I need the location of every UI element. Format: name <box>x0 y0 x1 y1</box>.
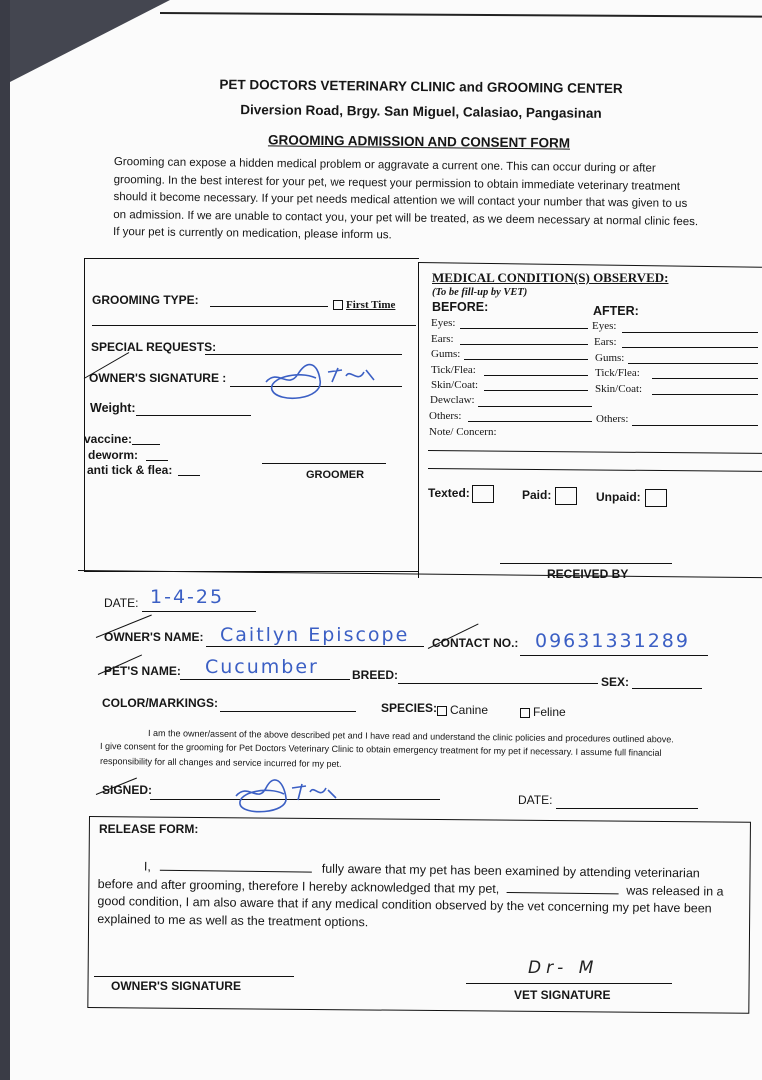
release-pet-name-field[interactable] <box>507 881 619 893</box>
before-gums-field[interactable] <box>464 359 588 360</box>
release-owner-signature-label: OWNER'S SIGNATURE <box>111 979 241 993</box>
vet-signature-field[interactable] <box>466 983 672 984</box>
consent-date-label: DATE: <box>518 793 553 807</box>
texted-checkbox[interactable] <box>428 485 494 503</box>
after-others-label: Others: <box>596 413 629 425</box>
checkbox-icon <box>645 489 667 507</box>
date-label: DATE: <box>104 596 139 610</box>
texted-label: Texted: <box>428 486 470 501</box>
vaccine-label: vaccine: <box>84 432 133 446</box>
pet-name-value: Cucumber <box>205 656 319 678</box>
intro-line: on admission. If we are unable to contact you, your pet will be treated, as we deem necessary at normal clinic fees. <box>113 208 699 228</box>
intro-line: grooming. In the best interest for your pet, we request your permission to obtain immediate veterinary treatment <box>113 173 681 193</box>
release-text: good condition, I am also aware that if any medical condition observed by the vet concerning my pet have been <box>97 893 712 916</box>
consent-line: responsibility for all changes and service incurred for my pet. <box>99 756 342 769</box>
vet-signature-value: Dr- M <box>528 958 599 978</box>
paid-label: Paid: <box>522 488 552 503</box>
grooming-type-field[interactable] <box>210 306 328 307</box>
pet-name-label: PET'S NAME: <box>104 664 181 678</box>
consent-line: I give consent for the grooming for Pet Doctors Veterinary Clinic to obtain emergency treatment for my pet if necessary. I assume full financial <box>99 741 662 758</box>
antitick-label: anti tick & flea: <box>87 463 173 477</box>
after-skin-label: Skin/Coat: <box>595 383 643 395</box>
medical-title: MEDICAL CONDITION(S) OBSERVED: <box>432 270 669 285</box>
release-text: before and after grooming, therefore I hereby acknowledged that my pet, <box>97 876 500 896</box>
after-gums-field[interactable] <box>628 363 758 364</box>
signed-label: SIGNED: <box>102 783 153 797</box>
after-others-field[interactable] <box>632 425 758 426</box>
medical-subtitle: (To be fill-up by VET) <box>432 287 528 298</box>
groomer-label: GROOMER <box>306 469 365 481</box>
vet-signature-label: VET SIGNATURE <box>514 988 611 1002</box>
release-title: RELEASE FORM: <box>99 822 199 836</box>
pet-name-field[interactable] <box>180 679 350 680</box>
intro-line: If your pet is currently on medication, please inform us. <box>112 226 392 242</box>
before-tick-field[interactable] <box>484 375 588 376</box>
contact-label: CONTACT NO.: <box>432 636 519 650</box>
paid-checkbox[interactable] <box>522 487 577 505</box>
color-label: COLOR/MARKINGS: <box>102 696 218 710</box>
owner-name-field[interactable] <box>206 646 424 647</box>
scan-left-edge <box>0 0 10 1080</box>
owner-signature-scribble <box>258 360 378 406</box>
consent-date-field[interactable] <box>556 808 698 809</box>
column-divider <box>418 262 419 578</box>
deworm-label: deworm: <box>88 448 139 462</box>
unpaid-checkbox[interactable] <box>596 489 667 507</box>
owner-signed-scribble <box>228 776 340 820</box>
before-eyes-label: Eyes: <box>431 317 456 329</box>
after-tick-field[interactable] <box>652 378 758 379</box>
note-concern-label: Note/ Concern: <box>429 426 497 438</box>
after-tick-label: Tick/Flea: <box>595 367 640 379</box>
intro-paragraph <box>113 154 726 249</box>
release-text: I, <box>143 859 151 874</box>
owner-name-value: Caitlyn Episcope <box>220 624 410 646</box>
intro-line: should it become necessary. If your pet needs medical attention we will contact your number that was given to us <box>113 191 688 211</box>
canine-label: Canine <box>450 703 489 717</box>
release-paragraph <box>97 858 748 936</box>
contact-value: 09631331289 <box>535 630 690 652</box>
received-by-field[interactable] <box>500 563 672 564</box>
before-skin-label: Skin/Coat: <box>431 379 479 391</box>
checkbox-icon <box>333 300 343 310</box>
color-field[interactable] <box>220 711 356 712</box>
release-text: was released in a <box>626 882 724 899</box>
after-ears-label: Ears: <box>594 336 617 348</box>
special-requests-label: SPECIAL REQUESTS: <box>91 340 217 354</box>
checkbox-icon <box>472 485 494 503</box>
before-gums-label: Gums: <box>431 348 461 360</box>
after-skin-field[interactable] <box>652 394 758 395</box>
release-owner-signature-field[interactable] <box>94 976 294 977</box>
before-dewclaw-label: Dewclaw: <box>430 394 475 406</box>
after-eyes-field[interactable] <box>622 332 758 333</box>
release-text: fully aware that my pet has been examined by attending veterinarian <box>321 861 700 881</box>
special-requests-field[interactable] <box>205 354 402 355</box>
before-eyes-field[interactable] <box>460 328 588 329</box>
owner-signature-label: OWNER'S SIGNATURE : <box>89 371 227 385</box>
release-text: explained to me as well as the treatment options. <box>97 911 369 929</box>
canine-option[interactable] <box>437 703 488 717</box>
after-ears-field[interactable] <box>622 347 758 348</box>
consent-line: I am the owner/assent of the above described pet and I have read and understand the clinic policies and procedures outlined above. <box>147 728 674 745</box>
release-owner-name-field[interactable] <box>160 860 312 873</box>
sex-label: SEX: <box>601 675 630 689</box>
clinic-address: Diversion Road, Brgy. San Miguel, Calasiao, Pangasinan <box>240 102 602 121</box>
grooming-type-label: GROOMING TYPE: <box>92 293 199 307</box>
checkbox-icon <box>437 706 447 716</box>
feline-label: Feline <box>533 705 566 719</box>
weight-field[interactable] <box>136 415 251 416</box>
before-ears-field[interactable] <box>460 344 588 345</box>
grooming-type-extra-line[interactable] <box>92 325 416 326</box>
first-time-label: First Time <box>346 299 396 311</box>
before-tick-label: Tick/Flea: <box>431 364 476 376</box>
groomer-signature-field[interactable] <box>262 463 386 464</box>
antitick-field[interactable] <box>178 475 200 476</box>
checkbox-icon <box>555 487 577 505</box>
breed-field[interactable] <box>398 683 598 684</box>
sex-field[interactable] <box>632 688 702 689</box>
before-others-field[interactable] <box>468 421 592 422</box>
before-skin-field[interactable] <box>484 390 588 391</box>
before-others-label: Others: <box>429 410 462 422</box>
vaccine-field[interactable] <box>132 444 160 445</box>
feline-option[interactable] <box>520 705 566 719</box>
received-by-label: RECEIVED BY <box>547 567 629 581</box>
folded-corner <box>10 0 170 82</box>
after-eyes-label: Eyes: <box>592 320 617 332</box>
first-time-checkbox[interactable] <box>333 299 395 311</box>
after-gums-label: Gums: <box>595 352 625 364</box>
clinic-name: PET DOCTORS VETERINARY CLINIC and GROOMING CENTER <box>219 76 623 97</box>
deworm-field[interactable] <box>146 460 168 461</box>
after-label: AFTER: <box>593 304 639 318</box>
species-label: SPECIES: <box>381 701 438 715</box>
intro-line: Grooming can expose a hidden medical problem or aggravate a current one. This can occur during or after <box>113 155 656 175</box>
before-ears-label: Ears: <box>431 333 454 345</box>
date-field[interactable] <box>142 611 256 612</box>
unpaid-label: Unpaid: <box>596 490 641 505</box>
before-dewclaw-field[interactable] <box>478 406 592 407</box>
owner-name-label: OWNER'S NAME: <box>104 630 204 644</box>
date-value: 1-4-25 <box>150 586 225 608</box>
form-title: GROOMING ADMISSION AND CONSENT FORM <box>267 132 571 151</box>
breed-label: BREED: <box>352 668 399 682</box>
before-label: BEFORE: <box>432 300 489 314</box>
weight-label: Weight: <box>90 401 136 415</box>
checkbox-icon <box>520 708 530 718</box>
contact-field[interactable] <box>520 655 708 656</box>
